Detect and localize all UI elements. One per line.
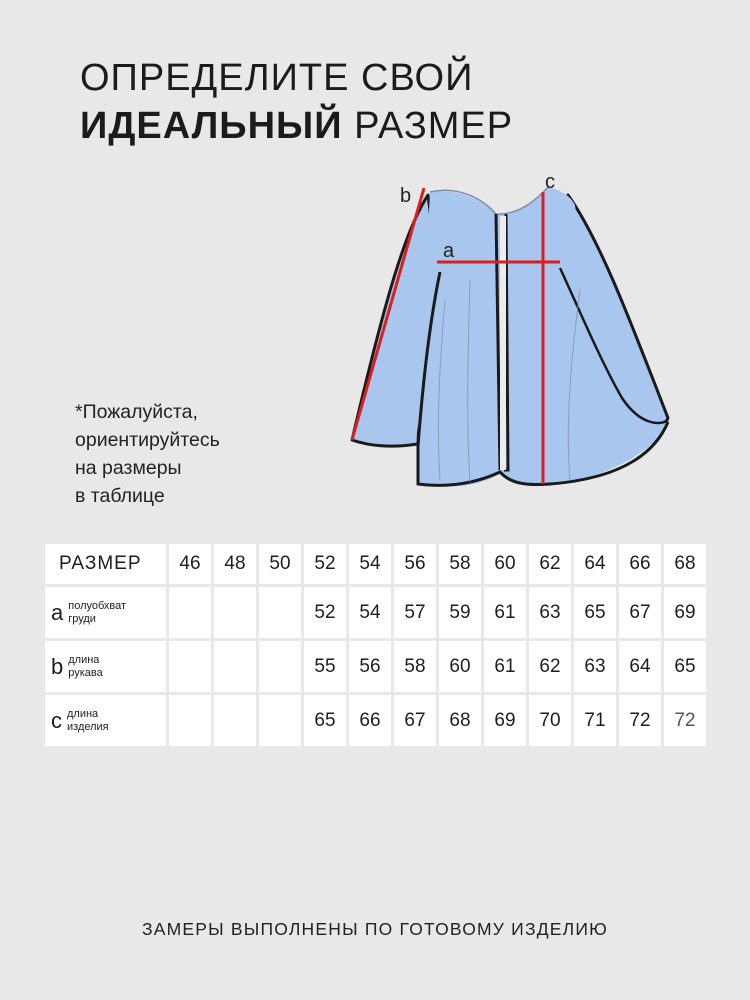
size-header-cell: 54 (349, 544, 391, 584)
size-table (42, 541, 709, 749)
table-cell: 64 (619, 641, 661, 692)
size-header-cell: 60 (484, 544, 526, 584)
table-cell: 72 (619, 695, 661, 746)
row-letter: c (51, 707, 62, 733)
title-line-1: ОПРЕДЕЛИТЕ СВОЙ (80, 57, 474, 99)
table-cell (214, 587, 256, 638)
measure-label-b: b (400, 185, 412, 207)
table-cell (169, 587, 211, 638)
table-cell: 54 (349, 587, 391, 638)
row-label-line2: изделия (67, 720, 109, 733)
table-cell (259, 641, 301, 692)
table-cell: 67 (619, 587, 661, 638)
table-cell: 62 (529, 641, 571, 692)
table-cell: 63 (574, 641, 616, 692)
table-cell: 69 (664, 587, 706, 638)
row-letter: a (51, 599, 64, 625)
table-row-length (45, 695, 706, 746)
size-header-cell: 50 (259, 544, 301, 584)
row-letter: b (51, 653, 64, 679)
size-header-cell: 48 (214, 544, 256, 584)
garment-diagram (340, 170, 680, 500)
note-line-4: в таблице (75, 485, 165, 507)
table-row-sleeve (45, 641, 706, 692)
measure-label-c: c (545, 171, 555, 193)
size-header-cell: 52 (304, 544, 346, 584)
table-cell: 68 (439, 695, 481, 746)
note-line-3: на размеры (75, 457, 182, 479)
size-header-cell: 56 (394, 544, 436, 584)
table-cell: 66 (349, 695, 391, 746)
page-title (80, 54, 513, 150)
row-label-line2: груди (68, 612, 96, 625)
table-cell: 67 (394, 695, 436, 746)
table-cell: 60 (439, 641, 481, 692)
size-header-row (45, 544, 706, 584)
table-cell: 55 (304, 641, 346, 692)
table-cell: 61 (484, 587, 526, 638)
title-line-2 (80, 102, 513, 150)
table-cell: 70 (529, 695, 571, 746)
title-bold-word: ИДЕАЛЬНЫЙ (80, 105, 343, 147)
row-label-sleeve (45, 641, 166, 692)
size-header-cell: 58 (439, 544, 481, 584)
table-cell: 69 (484, 695, 526, 746)
row-label-line2: рукава (68, 666, 103, 679)
size-header-cell: 46 (169, 544, 211, 584)
table-cell: 56 (349, 641, 391, 692)
row-label-chest (45, 587, 166, 638)
table-cell (169, 641, 211, 692)
table-cell: 52 (304, 587, 346, 638)
table-cell: 63 (529, 587, 571, 638)
table-cell (214, 641, 256, 692)
table-cell: 61 (484, 641, 526, 692)
table-cell: 71 (574, 695, 616, 746)
table-cell (259, 695, 301, 746)
table-row-chest (45, 587, 706, 638)
front-opening (500, 216, 506, 470)
table-cell: 59 (439, 587, 481, 638)
size-header-label: РАЗМЕР (45, 544, 166, 584)
table-cell: 65 (664, 641, 706, 692)
table-cell: 65 (574, 587, 616, 638)
table-cell: 72 (664, 695, 706, 746)
table-cell: 57 (394, 587, 436, 638)
row-label-line1: длина (67, 707, 99, 720)
table-cell (214, 695, 256, 746)
title-rest: РАЗМЕР (342, 105, 514, 147)
measure-label-a: a (443, 240, 455, 262)
note-line-2: ориентируйтесь (75, 429, 220, 451)
table-cell: 65 (304, 695, 346, 746)
size-note (75, 398, 305, 510)
size-header-cell: 68 (664, 544, 706, 584)
size-header-cell: 66 (619, 544, 661, 584)
size-header-cell: 62 (529, 544, 571, 584)
row-label-line1: длина (68, 653, 100, 666)
table-cell (259, 587, 301, 638)
table-cell (169, 695, 211, 746)
note-line-1: *Пожалуйста, (75, 401, 198, 423)
row-label-line1: полуобхват (68, 599, 127, 612)
size-header-cell: 64 (574, 544, 616, 584)
footer-note: ЗАМЕРЫ ВЫПОЛНЕНЫ ПО ГОТОВОМУ ИЗДЕЛИЮ (141, 919, 608, 939)
table-cell: 58 (394, 641, 436, 692)
row-label-length (45, 695, 166, 746)
